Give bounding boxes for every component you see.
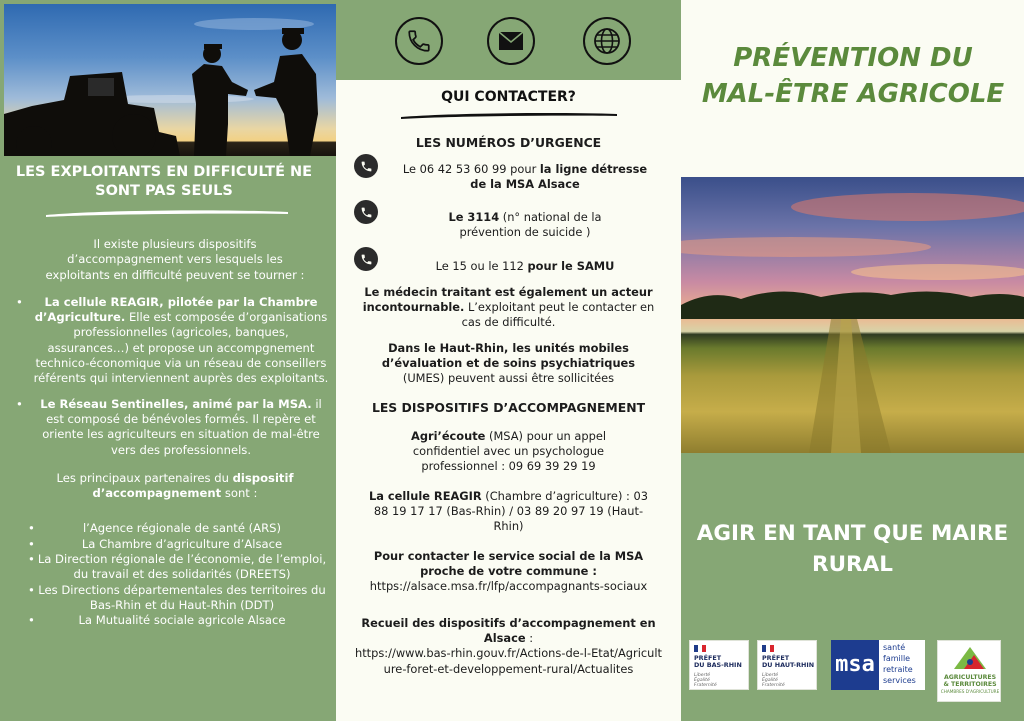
logo2-line2: DU HAUT-RHIN [762, 661, 815, 669]
umes-rest: (UMES) peuvent aussi être sollicitées [402, 371, 615, 386]
partners-pre: Les principaux partenaires du [56, 470, 233, 485]
phone-icon [395, 17, 443, 65]
recueil-text [346, 616, 671, 677]
logo1-line2: DU BAS-RHIN [694, 661, 742, 669]
reagir-text: Elle est composée d’organisations professionnelles (agricoles, banques, assurances…) et propose un accompgnement technico-économique via un réseau de conseillers référents qui interviennent auprès des exploitants. [33, 310, 329, 386]
bullet-icon: • [28, 552, 35, 567]
number-3114-bold: Le 3114 [448, 210, 500, 224]
reagir-contact-rest: (Chambre d’agriculture) : 03 88 19 17 17 (Bas-Rhin) / 03 89 20 97 19 (Haut-Rhin) [373, 489, 648, 534]
sentinelles-text: il est composé de bénévoles formés. Il repère et oriente les agriculteurs en situation de mal-être vers des professionnels. [42, 396, 322, 457]
list-item [20, 583, 330, 614]
list-item [20, 537, 330, 552]
bullet-icon: • [16, 396, 23, 411]
service-social-bold: Pour contacter le service social de la MSA proche de votre commune : [373, 549, 644, 579]
dispositifs-heading [346, 400, 671, 416]
left-title: LES EXPLOITANTS EN DIFFICULTÉ NE SONT PAS SEULS [15, 164, 313, 199]
bullet-icon: • [28, 536, 35, 551]
left-panel [0, 0, 336, 721]
list-item [20, 552, 330, 583]
recueil-colon: : [525, 631, 534, 646]
contact-icons-band [336, 0, 681, 80]
silhouette-illustration [4, 4, 336, 156]
logo2-line1: PRÉFET [762, 654, 790, 662]
brush-underline [399, 111, 619, 120]
msa-word: retraite [883, 665, 913, 674]
partners-intro [20, 471, 330, 502]
reagir-contact-bold: La cellule REAGIR [369, 489, 482, 503]
logo4-line3: CHAMBRES D'AGRICULTURE [940, 689, 1000, 694]
contact-heading: QUI CONTACTER? [441, 89, 576, 105]
partner-chambre: La Chambre d’agriculture d’Alsace [81, 536, 283, 551]
left-body [16, 237, 330, 629]
globe-icon [583, 17, 631, 65]
agir-title: AGIR EN TANT QUE MAIRE RURAL [696, 521, 1009, 577]
number-3114-text: (n° national de la prévention de suicide ) [459, 210, 602, 240]
bullet-icon: • [16, 294, 23, 309]
number-msa [394, 162, 656, 192]
brush-underline [44, 208, 290, 218]
umes-bold: Dans le Haut-Rhin, les unités mobiles d’évaluation et de soins psychiatriques [381, 341, 636, 371]
logo1-line1: PRÉFET [694, 654, 722, 662]
right-panel [681, 0, 1024, 721]
farmers-handshake-photo [4, 4, 336, 156]
agri-ecoute-bold: Agri’écoute [411, 429, 486, 443]
logo1-motto: Liberté Égalité Fraternité [694, 673, 717, 688]
number-samu-bold: pour le SAMU [527, 259, 615, 273]
umes-text [346, 341, 671, 387]
msa-word: services [883, 676, 916, 685]
bullet-icon: • [28, 613, 35, 628]
partner-ars: l’Agence régionale de santé (ARS) [82, 521, 282, 536]
reagir-contact-text [346, 489, 671, 535]
msa-words [883, 642, 916, 686]
msa-word: santé [883, 643, 906, 652]
french-flag-icon [762, 645, 774, 652]
medecin-text [346, 285, 671, 331]
reagir-bold: La cellule REAGIR, pilotée par la Chambre d’Agriculture. [34, 294, 318, 325]
agri-ecoute-rest: (MSA) pour un appel confidentiel avec un psychologue professionnel : 09 69 39 29 19 [412, 429, 606, 474]
logo4-line2: & TERRITOIRES [943, 681, 997, 688]
urgence-heading-text: LES NUMÉROS D’URGENCE [415, 135, 602, 150]
intro-text: Il existe plusieurs dispositifs d’accompagnement vers lesquels les exploitants en difficulté peuvent se tourner : [45, 237, 305, 282]
prefet-bas-rhin-logo [689, 640, 749, 690]
service-social-text [346, 549, 671, 595]
msa-word: famille [883, 654, 911, 663]
service-social-link[interactable]: https://alsace.msa.fr/lfp/accompagnants-sociaux [369, 579, 648, 594]
envelope-icon [487, 17, 535, 65]
field-illustration [681, 177, 1024, 453]
phone-icon [354, 247, 378, 271]
wheat-field-photo [681, 177, 1024, 453]
phone-icon [354, 154, 378, 178]
number-samu [394, 259, 656, 274]
recueil-bold: Recueil des dispositifs d’accompagnement en Alsace [361, 616, 656, 646]
sentinelles-bold: Le Réseau Sentinelles, animé par la MSA. [40, 396, 312, 411]
msa-logo [831, 640, 925, 690]
list-item [20, 521, 330, 536]
logo2-motto: Liberté Égalité Fraternité [762, 673, 785, 688]
partners-post: sont : [221, 486, 258, 501]
partner-msa: La Mutualité sociale agricole Alsace [78, 613, 286, 628]
logo4-line1: AGRICULTURES [943, 674, 997, 681]
prefet-haut-rhin-logo [757, 640, 817, 690]
chambre-leaf-icon [950, 645, 990, 671]
number-msa-pre: Le 06 42 53 60 99 pour [402, 162, 540, 176]
bullet-reagir [16, 294, 330, 387]
cover-title: PRÉVENTION DU MAL-ÊTRE AGRICOLE [701, 43, 1005, 109]
bullet-icon: • [28, 582, 35, 597]
chambre-agriculture-logo [937, 640, 1001, 702]
partners-bold: dispositif d’accompagnement [92, 470, 294, 501]
urgence-heading [346, 135, 671, 151]
bullet-sentinelles [16, 396, 330, 458]
number-samu-pre: Le 15 ou le 112 [435, 259, 528, 273]
medecin-rest: L’exploitant peut le contacter en cas de difficulté. [461, 300, 655, 330]
bullet-icon: • [28, 521, 35, 536]
msa-mark: msa [831, 640, 879, 690]
partner-dreets: La Direction régionale de l’économie, de l’emploi, du travail et des solidarités (DREETS) [37, 552, 327, 582]
partner-ddt: Les Directions départementales des territoires du Bas-Rhin et du Haut-Rhin (DDT) [38, 582, 326, 612]
list-item [20, 613, 330, 628]
agri-ecoute-text [346, 429, 671, 475]
phone-icon [354, 200, 378, 224]
partners-list [20, 521, 330, 628]
middle-panel [336, 0, 681, 721]
number-msa-bold: la ligne détresse de la MSA Alsace [470, 162, 648, 192]
medecin-bold: Le médecin traitant est également un acteur incontournable. [362, 285, 653, 315]
number-3114 [394, 210, 656, 240]
french-flag-icon [694, 645, 706, 652]
dispositifs-heading-text: LES DISPOSITIFS D’ACCOMPAGNEMENT [371, 400, 646, 415]
recueil-link[interactable]: https://www.bas-rhin.gouv.fr/Actions-de-l-Etat/Agriculture-foret-et-developpement-rural/Actualites [354, 646, 662, 676]
